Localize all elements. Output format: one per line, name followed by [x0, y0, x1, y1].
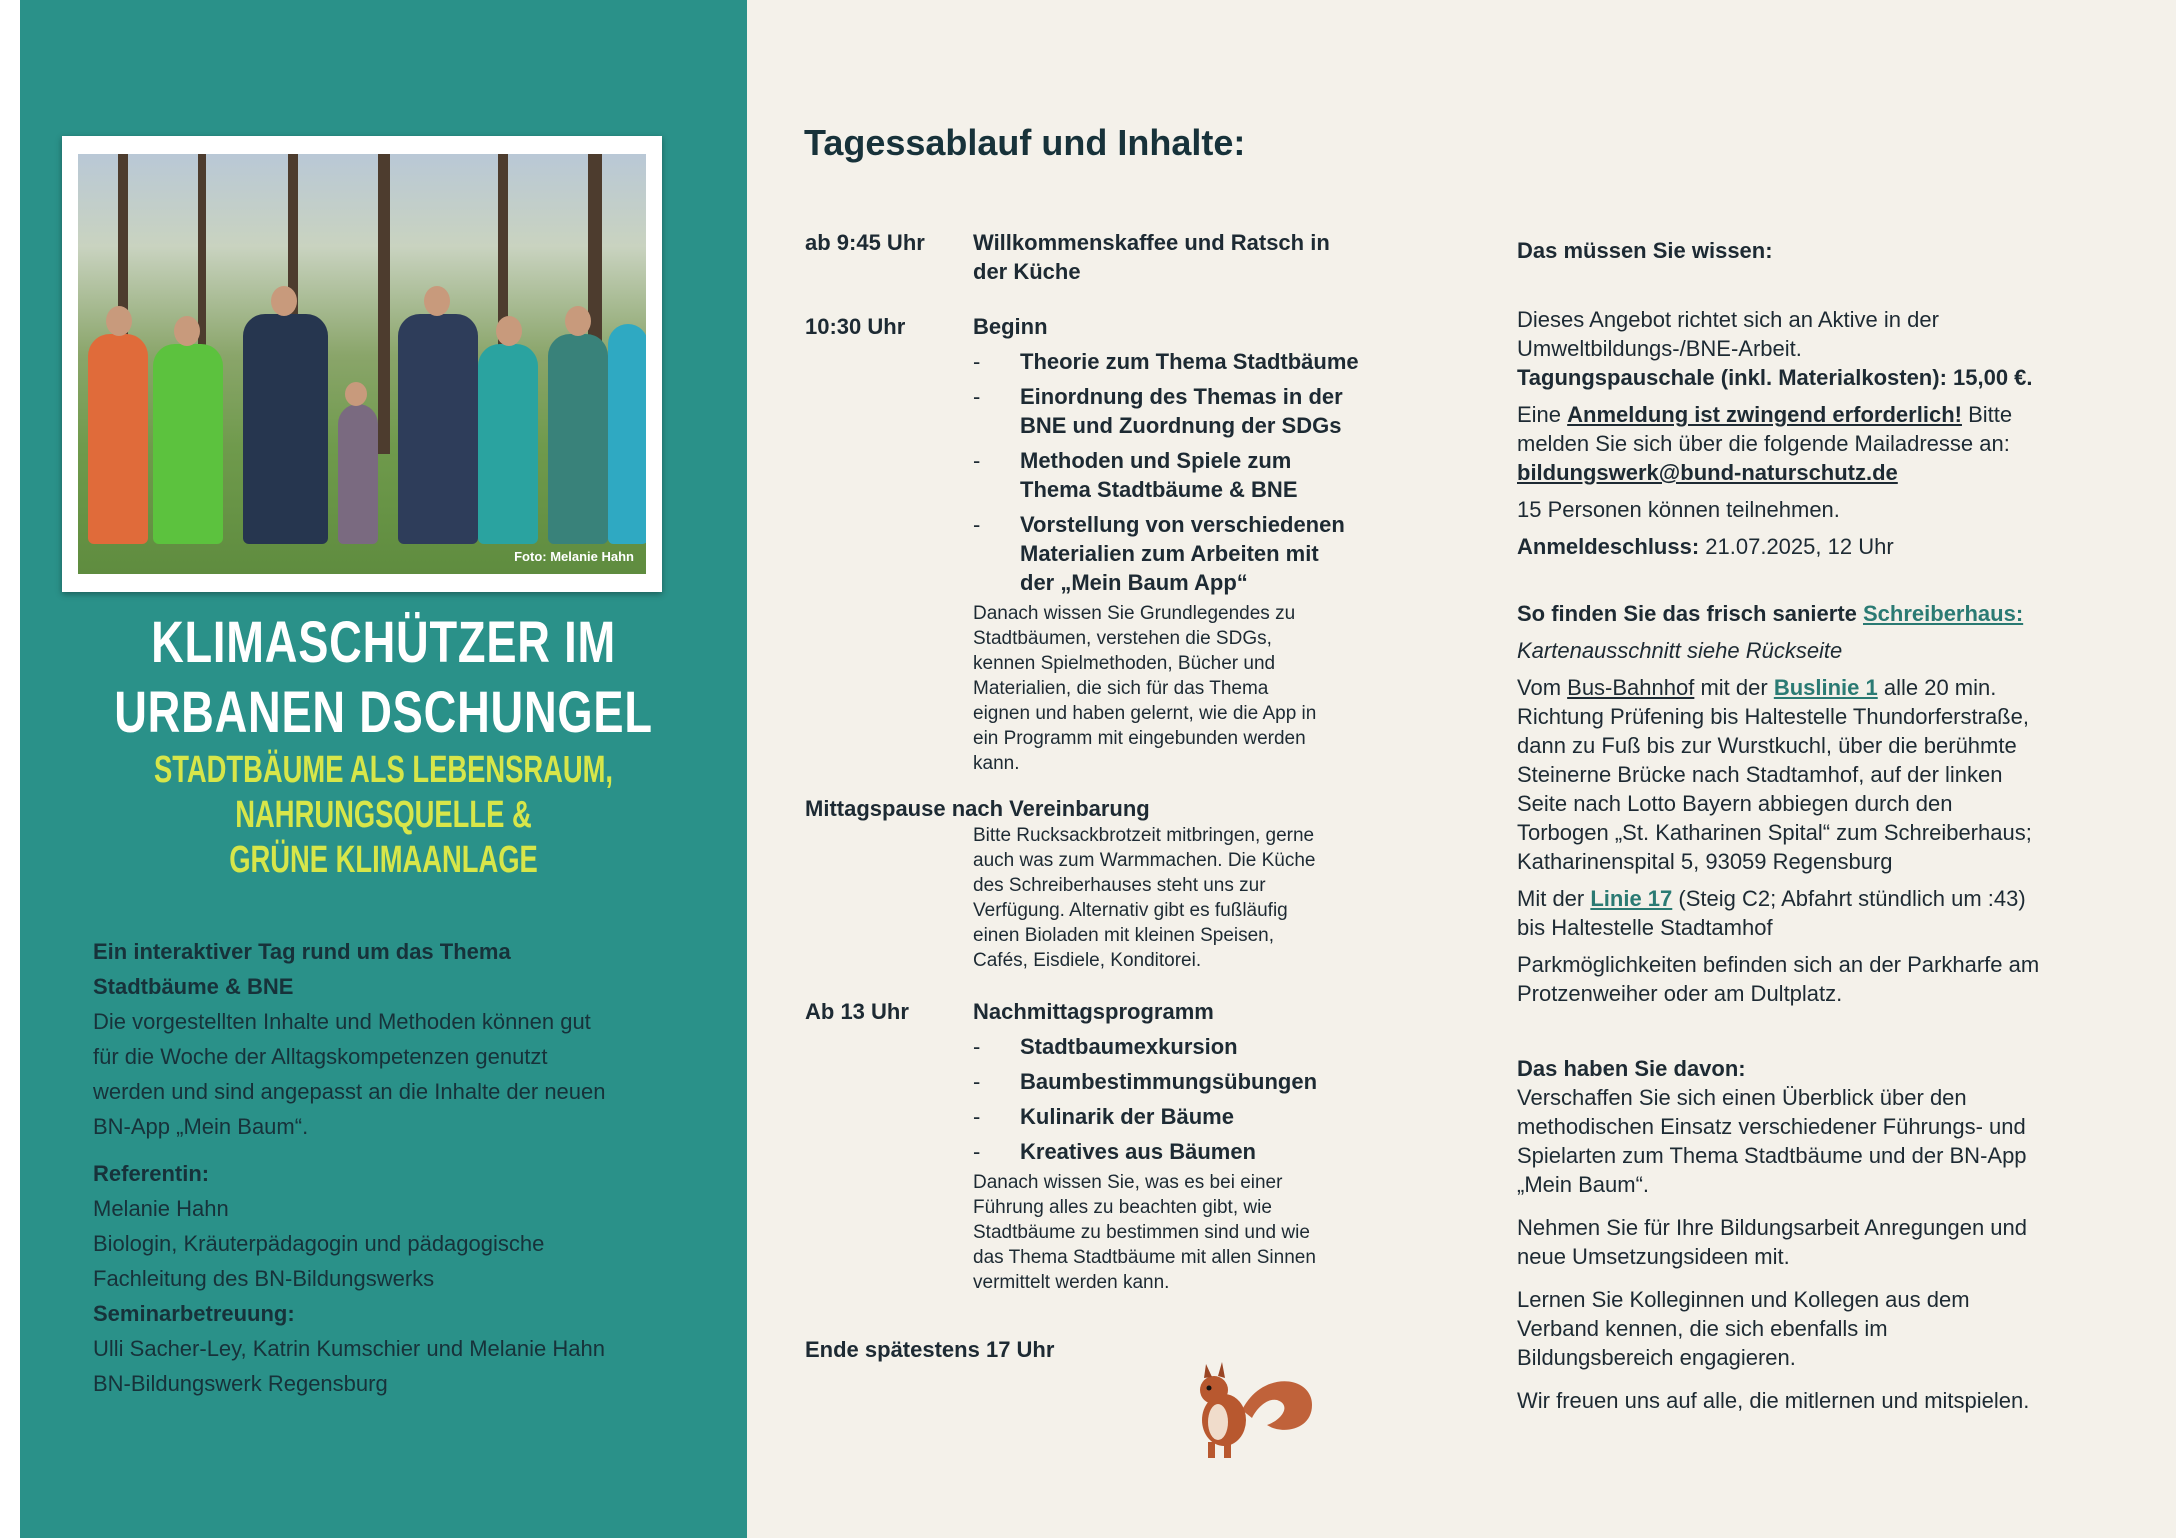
schedule-row: 10:30 Uhr Beginn - Theorie zum Thema Stadtbäume - Einordnung des Themas in der BNE und Zuordnung der SDGs - Methoden und Spiele zum Thema Stadtbäume & BNE - Vorstellung von verschiedenen Materialien zum Arbeiten mit der „Mein Baum App“ Danach wissen Sie Grundlegendes zu Stadtbäumen, verstehen die SDGs, kennen Spielmethoden, Bücher und Materialien, die sich für das Thema eignen und haben gelernt, wie die App in ein Programm mit eingebunden werden kann.	[805, 312, 1385, 776]
schreiberhaus-link[interactable]: Schreiberhaus:	[1863, 601, 2024, 626]
list-item: - Einordnung des Themas in der BNE und Zuordnung der SDGs	[973, 382, 1385, 440]
section-heading-finden: So finden Sie das frisch sanierte Schreiberhaus:	[1517, 601, 2024, 626]
end-time: Ende spätestens 17 Uhr	[805, 1337, 1055, 1362]
section-heading-davon: Das haben Sie davon:	[1517, 1056, 1746, 1081]
left-description: Ein interaktiver Tag rund um das Thema Stadtbäume & BNE Die vorgestellten Inhalte und Methoden können gut für die Woche der Alltagskompetenzen genutzt werden und sind angepasst an die Inhalte der neuen BN-App „Mein Baum“. Referentin: Melanie Hahn Biologin, Kräuterpädagogin und pädagogische Fachleitung des BN-Bildungswerks Seminarbetreuung: Ulli Sacher-Ley, Katrin Kumschier und Melanie Hahn BN-Bildungswerk Regensburg	[93, 934, 673, 1401]
photo-frame	[62, 136, 662, 592]
schedule-heading: Tagessablauf und Inhalte:	[804, 122, 1246, 163]
squirrel-image	[1172, 1350, 1322, 1460]
email-link[interactable]: bildungswerk@bund-naturschutz.de	[1517, 460, 1898, 485]
schedule-column	[805, 228, 1385, 1364]
subtitle: STADTBÄUME ALS LEBENSRAUM, NAHRUNGSQUELLE & GRÜNE KLIMAANLAGE	[153, 749, 614, 881]
info-column: Das müssen Sie wissen: Dieses Angebot richtet sich an Aktive in der Umweltbildungs-/BNE-Arbeit. Tagungspauschale (inkl. Materialkosten): 15,00 €. Eine Anmeldung ist zwingend erforderlich! Bitte melden Sie sich über die folgende Mailadresse an: bildungswerk@bund-naturschutz.de 15 Personen können teilnehmen. Anmeldeschluss: 21.07.2025, 12 Uhr So finden Sie das frisch sanierte Schreiberhaus: Kartenausschnitt siehe Rückseite Vom Bus-Bahnhof mit der Buslinie 1 alle 20 min. Richtung Prüfening bis Haltestelle Thundorferstraße, dann zu Fuß bis zur Wurstkuchl, über die berühmte Steinerne Brücke nach Stadtamhof, auf der linken Seite nach Lotto Bayern abbiegen durch den Torbogen „St. Katharinen Spital“ zum Schreiberhaus; Katharinenspital 5, 93059 Regensburg Mit der Linie 17 (Steig C2; Abfahrt stündlich um :43) bis Haltestelle Stadtamhof Parkmöglichkeiten befinden sich an der Parkharfe am Protzenweiher oder am Dultplatz. Das haben Sie davon: Verschaffen Sie sich einen Überblick über den methodischen Einsatz verschiedener Führungs- und Spielarten zum Thema Stadtbäume und der BN-App „Mein Baum“. Nehmen Sie für Ihre Bildungsarbeit Anregungen und neue Umsetzungsideen mit. Lernen Sie Kolleginnen und Kollegen aus dem Verband kennen, die sich ebenfalls im Bildungsbereich engagieren. Wir freuen uns auf alle, die mitlernen und mitspielen.	[1517, 236, 2097, 1415]
list-item: - Baumbestimmungsübungen	[973, 1067, 1385, 1096]
list-item: - Methoden und Spiele zum Thema Stadtbäume & BNE	[973, 446, 1385, 504]
list-item: - Vorstellung von verschiedenen Materialien zum Arbeiten mit der „Mein Baum App“	[973, 510, 1385, 597]
list-item: - Stadtbaumexkursion	[973, 1032, 1385, 1061]
afternoon-summary: Danach wissen Sie, was es bei einer Führung alles zu beachten gibt, wie Stadtbäume zu bestimmen sind und wie das Thema Stadtbäume mit allen Sinnen vermittelt werden kann.	[973, 1172, 1316, 1293]
right-panel	[747, 0, 2176, 1538]
list-item: - Kreatives aus Bäumen	[973, 1137, 1385, 1166]
referentin-label: Referentin:	[93, 1161, 210, 1186]
morning-summary: Danach wissen Sie Grundlegendes zu Stadtbäumen, verstehen die SDGs, kennen Spielmethoden, Bücher und Materialien, die sich für das Thema eignen und haben gelernt, wie die App in ein Programm mit eingebunden werden kann.	[973, 603, 1317, 774]
section-heading-wissen: Das müssen Sie wissen:	[1517, 238, 1773, 263]
main-title: KLIMASCHÜTZER IM URBANEN DSCHUNGEL	[114, 610, 653, 745]
page-margin	[0, 0, 20, 1538]
buslinie-1-link[interactable]: Buslinie 1	[1773, 675, 1878, 700]
schedule-row: Ab 13 Uhr Nachmittagsprogramm - Stadtbaumexkursion - Baumbestimmungsübungen - Kulinarik der Bäume - Kreatives aus Bäumen Danach wissen Sie, was es bei einer Führung alles zu beachten gibt, wie Stadtbäume zu bestimmen sind und wie das Thema Stadtbäume mit allen Sinnen vermittelt werden kann.	[805, 997, 1385, 1295]
list-item: - Theorie zum Thema Stadtbäume	[973, 347, 1385, 376]
registration-notice: Anmeldung ist zwingend erforderlich!	[1567, 402, 1962, 427]
seminar-label: Seminarbetreuung:	[93, 1301, 295, 1326]
lunch-note: Bitte Rucksackbrotzeit mitbringen, gerne auch was zum Warmmachen. Die Küche des Schreiberhauses steht uns zur Verfügung. Alternativ gibt es fußläufig einen Bioladen mit kleinen Speisen, Cafés, Eisdiele, Konditorei.	[973, 825, 1316, 971]
fee-text: Tagungspauschale (inkl. Materialkosten): 15,00 €.	[1517, 365, 2033, 390]
list-item: - Kulinarik der Bäume	[973, 1102, 1385, 1131]
schedule-row: Mittagspause nach Vereinbarung Bitte Rucksackbrotzeit mitbringen, gerne auch was zum Warmmachen. Die Küche des Schreiberhauses steht uns zur Verfügung. Alternativ gibt es fußläufig einen Bioladen mit kleinen Speisen, Cafés, Eisdiele, Konditorei.	[805, 794, 1385, 973]
linie-17-link[interactable]: Linie 17	[1590, 886, 1673, 911]
photo-credit: Foto: Melanie Hahn	[514, 549, 634, 564]
schedule-row: ab 9:45 Uhr Willkommenskaffee und Ratsch in der Küche	[805, 230, 1330, 284]
bus-bahnhof-link[interactable]: Bus-Bahnhof	[1567, 675, 1695, 700]
group-photo	[78, 154, 646, 574]
